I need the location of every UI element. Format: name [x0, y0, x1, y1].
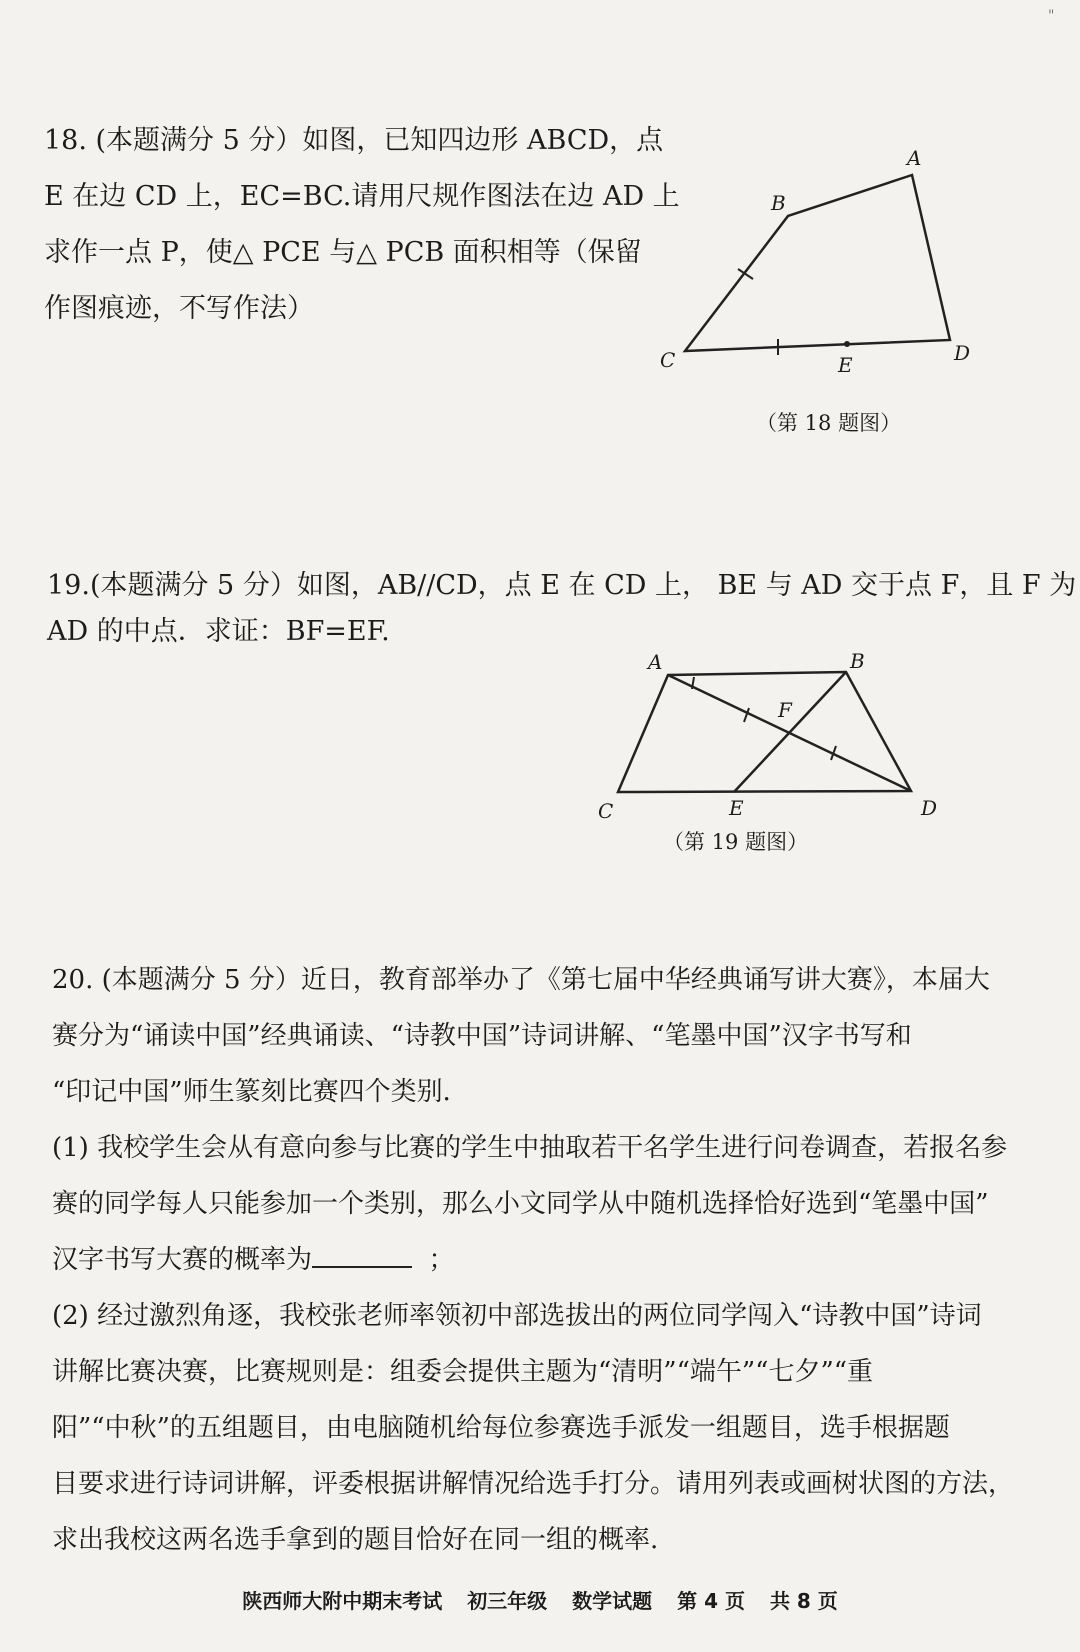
- question-20: [52, 952, 1014, 1568]
- label-c: C: [660, 348, 676, 372]
- label-a-19: A: [648, 650, 663, 674]
- trapezoid-abdc: [618, 672, 911, 792]
- footer-page: 第 4 页: [677, 1589, 745, 1613]
- q20-line-4: (1) 我校学生会从有意向参与比赛的学生中抽取若干名学生进行问卷调查，若报名参: [52, 1133, 1008, 1163]
- q20-line-10: 目要求进行诗词讲解，评委根据讲解情况给选手打分。请用列表或画树状图的方法，: [52, 1469, 1015, 1499]
- caption-19: （第 19 题图）: [663, 830, 809, 854]
- label-d: D: [954, 341, 971, 365]
- q18-line-1: 18. (本题满分 5 分）如图，已知四边形 ABCD，点: [44, 125, 664, 156]
- q20-line-11: 求出我校这两名选手拿到的题目恰好在同一组的概率.: [52, 1525, 659, 1555]
- q18-line-3: 求作一点 P，使△ PCE 与△ PCB 面积相等（保留: [44, 237, 642, 268]
- corner-mark: ": [1048, 8, 1055, 24]
- tick-af: [744, 708, 749, 722]
- footer-grade: 初三年级: [467, 1589, 548, 1613]
- question-19: [47, 563, 1076, 655]
- label-d-19: D: [921, 796, 938, 820]
- caption-18: （第 18 题图）: [756, 411, 902, 435]
- footer-total: 共 8 页: [769, 1589, 838, 1613]
- label-a: A: [907, 146, 922, 170]
- label-b: B: [771, 191, 786, 215]
- q20-line-5: 赛的同学每人只能参加一个类别，那么小文同学从中随机选择恰好选到“笔墨中国”: [52, 1189, 989, 1219]
- q20-line-9: 阳”“中秋”的五组题目，由电脑随机给每位参赛选手派发一组题目，选手根据题: [52, 1413, 950, 1443]
- q20-line-6-end: ；: [428, 1245, 455, 1275]
- label-b-19: B: [850, 649, 865, 673]
- q19-line-2: AD 的中点．求证：BF=EF.: [47, 616, 390, 647]
- page-footer: [0, 1585, 1080, 1614]
- point-e: [844, 341, 850, 347]
- label-e: E: [838, 353, 853, 377]
- footer-school: 陕西师大附中期末考试: [242, 1589, 443, 1613]
- q18-line-2: E 在边 CD 上，EC=BC.请用尺规作图法在边 AD 上: [44, 181, 680, 212]
- segment-be: [734, 672, 846, 792]
- q19-line-1: 19.(本题满分 5 分）如图，AB//CD，点 E 在 CD 上， BE 与 AD 交于点 F，且 F 为: [47, 570, 1077, 601]
- quadrilateral-abcd: [685, 175, 950, 351]
- answer-blank[interactable]: [312, 1238, 412, 1268]
- q20-line-3: “印记中国”师生篆刻比赛四个类别．: [52, 1077, 469, 1107]
- q20-line-6: [52, 1232, 1014, 1288]
- footer-subject: 数学试题: [572, 1589, 653, 1613]
- label-e-19: E: [729, 796, 744, 820]
- q20-line-6-text: 汉字书写大赛的概率为: [52, 1245, 313, 1275]
- label-c-19: C: [598, 799, 614, 823]
- q18-line-4: 作图痕迹，不写作法）: [44, 293, 314, 324]
- q20-line-1: 20. (本题满分 5 分）近日，教育部举办了《第七届中华经典诵写讲大赛》，本届大: [52, 965, 990, 995]
- q20-line-7: (2) 经过激烈角逐，我校张老师率领初中部选拔出的两位同学闯入“诗教中国”诗词: [52, 1301, 982, 1331]
- q20-line-2: 赛分为“诵读中国”经典诵读、“诗教中国”诗词讲解、“笔墨中国”汉字书写和: [52, 1021, 912, 1051]
- q20-line-8: 讲解比赛决赛，比赛规则是：组委会提供主题为“清明”“端午”“七夕”“重: [52, 1357, 874, 1387]
- label-f-19: F: [778, 698, 792, 722]
